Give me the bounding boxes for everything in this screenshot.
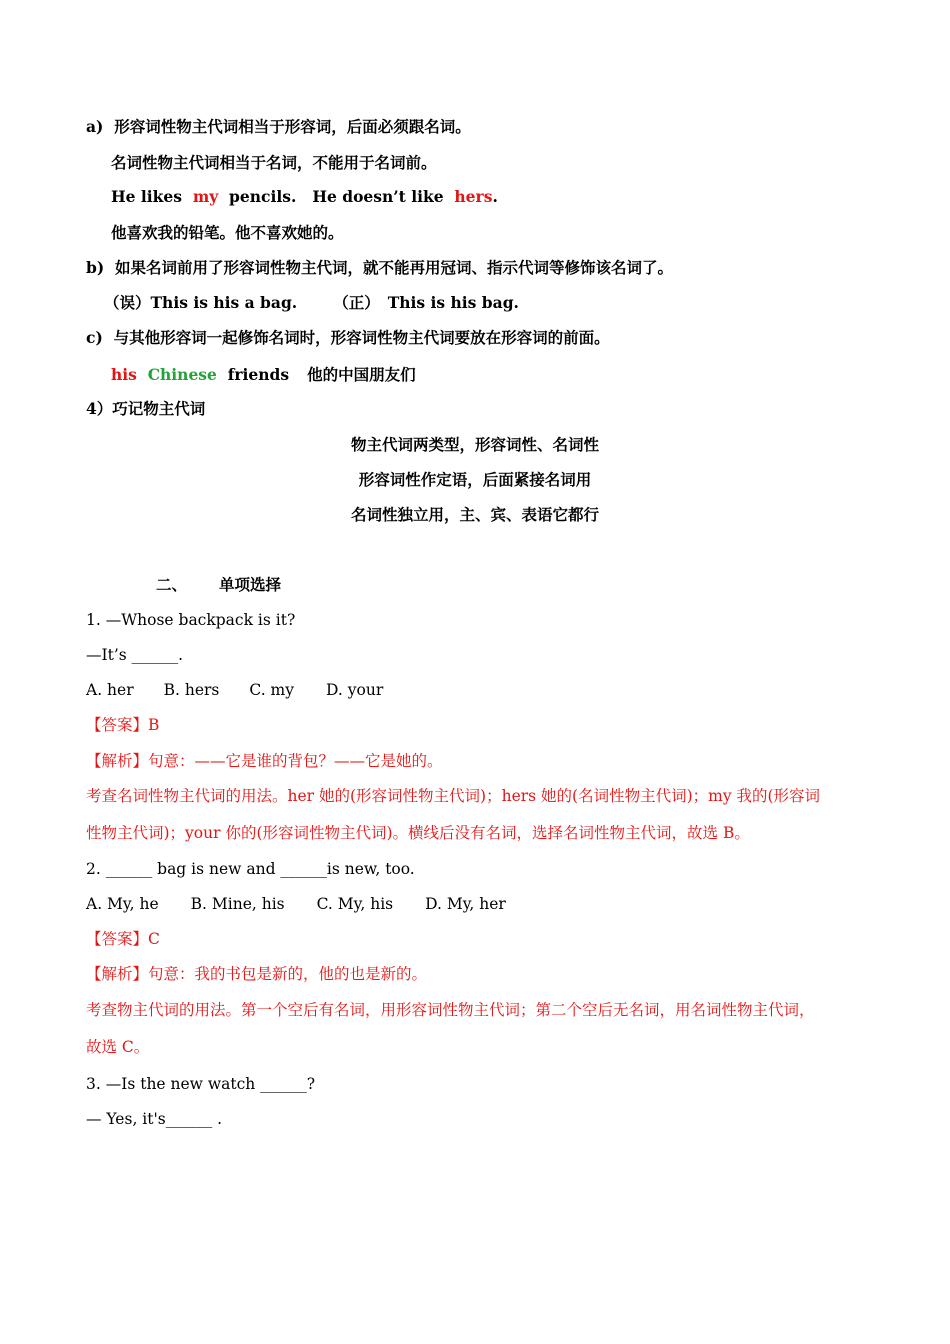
rule-b-text: 如果名词前用了形容词性物主代词，就不能再用冠词、指示代词等修饰该名词了。 <box>114 258 673 277</box>
rule-c <box>86 328 610 348</box>
q2-options <box>86 894 506 914</box>
example-a-part-1: He likes <box>111 187 183 206</box>
q1-response: —It’s ______. <box>86 646 184 664</box>
example-a <box>111 187 498 207</box>
example-a-part-2: pencils. <box>229 187 297 206</box>
q2-option-b: B. Mine, his <box>190 895 285 913</box>
right-example: This is his bag. <box>387 293 519 312</box>
q1-analysis: 【解析】句意：——它是谁的背包？——它是她的。 <box>86 752 443 770</box>
example-c-translation: 他的中国朋友们 <box>307 365 416 384</box>
rule-a-label: a) <box>86 117 104 136</box>
example-a-hers: hers <box>454 187 493 206</box>
q2-explanation-2: 故选 C。 <box>86 1038 150 1056</box>
q3-response: — Yes, it's______ . <box>86 1110 223 1128</box>
rule-c-label: c) <box>86 328 103 347</box>
poem-line-2: 形容词性作定语，后面紧接名词用 <box>358 470 592 489</box>
q1-option-a: A. her <box>86 681 134 699</box>
section-4-heading: 4）巧记物主代词 <box>86 399 206 418</box>
q1-explanation-2: 性物主代词)；your 你的(形容词性物主代词)。横线后没有名词，选择名词性物主代词，故选 B。 <box>86 824 750 842</box>
q2-explanation-1: 考查物主代词的用法。第一个空后有名词，用形容词性物主代词；第二个空后无名词，用名词性物主代词， <box>86 1001 815 1019</box>
rule-b <box>86 258 673 278</box>
example-a-translation: 他喜欢我的铅笔。他不喜欢她的。 <box>111 223 344 242</box>
q3-stem: 3. —Is the new watch ______? <box>86 1075 316 1093</box>
wrong-label: （误） <box>104 293 151 312</box>
rule-b-label: b) <box>86 258 105 277</box>
q2-analysis: 【解析】句意：我的书包是新的，他的也是新的。 <box>86 965 428 983</box>
q2-option-d: D. My, her <box>425 895 506 913</box>
q2-stem: 2. ______ bag is new and ______is new, too. <box>86 860 415 878</box>
q1-option-c: C. my <box>249 681 295 699</box>
q2-option-a: A. My, he <box>86 895 159 913</box>
poem-line-1: 物主代词两类型，形容词性、名词性 <box>350 435 599 454</box>
rule-a-text: 形容词性物主代词相当于形容词，后面必须跟名词。 <box>114 117 471 136</box>
part-two-title: 单项选择 <box>219 575 282 594</box>
poem-line-3: 名词性独立用，主、宾、表语它都行 <box>350 505 599 524</box>
part-two-heading <box>156 575 281 595</box>
example-c-friends: friends <box>227 365 290 384</box>
rule-c-text: 与其他形容词一起修饰名词时，形容词性物主代词要放在形容词的前面。 <box>113 328 610 347</box>
example-a-my: my <box>192 187 219 206</box>
example-a-part-3: He doesn’t like <box>312 187 444 206</box>
part-two-number: 二、 <box>156 575 188 594</box>
wrong-example: This is his a bag. <box>150 293 298 312</box>
example-c-chinese: Chinese <box>147 365 217 384</box>
q1-option-b: B. hers <box>163 681 220 699</box>
q1-answer: 【答案】B <box>86 716 160 734</box>
example-a-period: . <box>492 187 498 206</box>
rule-a-noun: 名词性物主代词相当于名词，不能用于名词前。 <box>111 153 437 172</box>
q1-option-d: D. your <box>326 681 384 699</box>
q2-answer: 【答案】C <box>86 930 160 948</box>
q1-explanation-1: 考查名词性物主代词的用法。her 她的(形容词性物主代词)；hers 她的(名词性物主代词)；my 我的(形容词 <box>86 787 821 805</box>
q2-option-c: C. My, his <box>316 895 394 913</box>
example-b <box>104 293 519 313</box>
q1-stem: 1. —Whose backpack is it? <box>86 611 296 629</box>
example-c-his: his <box>111 365 137 384</box>
example-c <box>111 365 416 385</box>
rule-a <box>86 117 471 137</box>
q1-options <box>86 680 383 700</box>
right-label: （正） <box>333 293 380 312</box>
